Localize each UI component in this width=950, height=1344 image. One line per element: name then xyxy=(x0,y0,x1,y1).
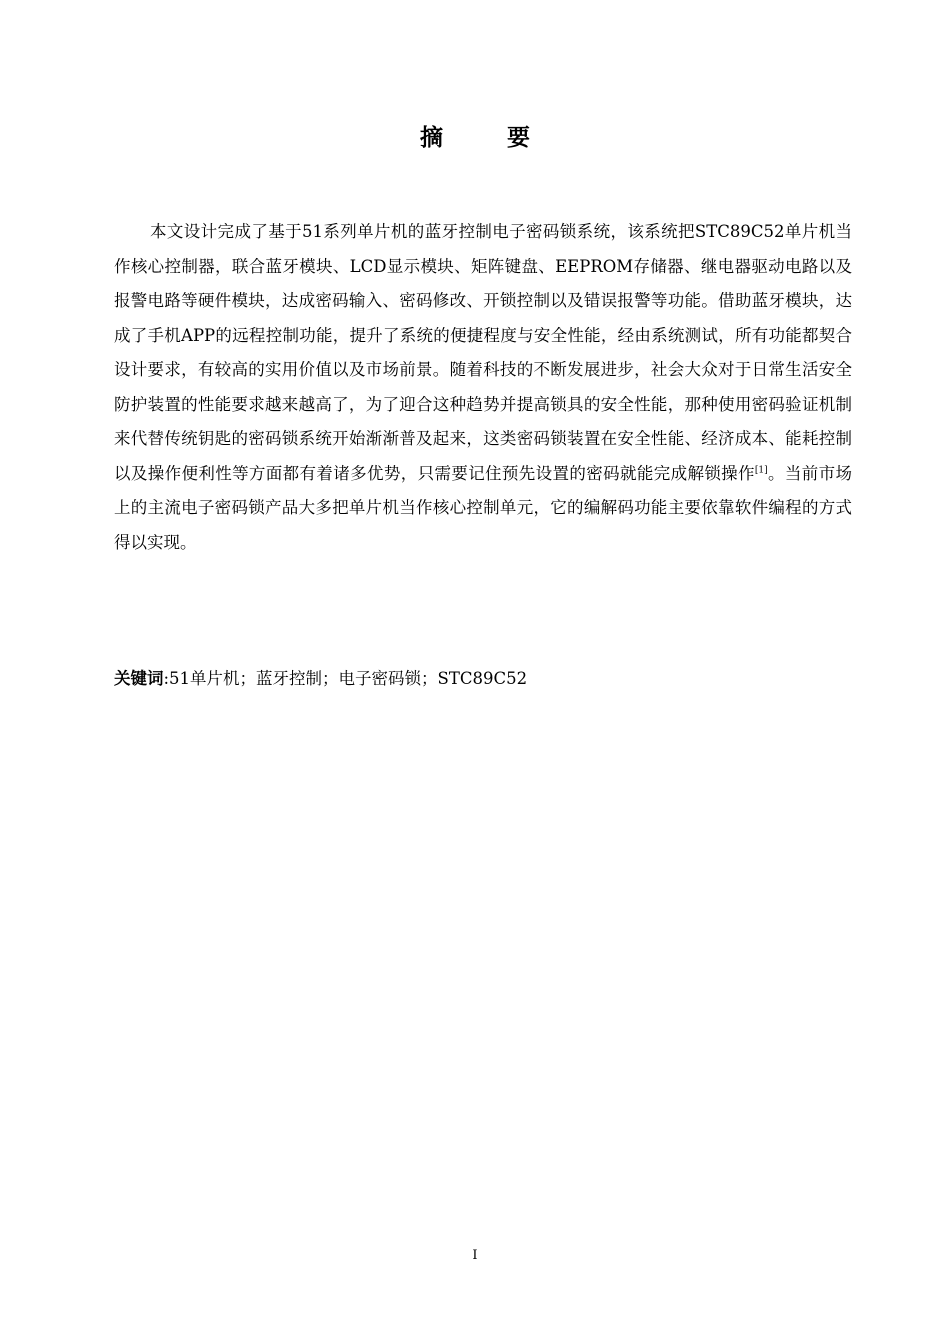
abstract-text-part1: 本文设计完成了基于51系列单片机的蓝牙控制电子密码锁系统，该系统把STC89C52单片机当作核心控制器，联合蓝牙模块、LCD显示模块、矩阵键盘、EEPROM存储器、继电器驱动电路以及报警电路等硬件模块，达成密码输入、密码修改、开锁控制以及错误报警等功能。借助蓝牙模块，达成了手机APP的远程控制功能，提升了系统的便捷程度与安全性能，经由系统测试，所有功能都契合设计要求，有较高的实用价值以及市场前景。随着科技的不断发展进步，社会大众对于日常生活安全防护装置的性能要求越来越高了，为了迎合这种趋势并提高锁具的安全性能，那种使用密码验证机制来代替传统钥匙的密码锁系统开始渐渐普及起来，这类密码锁装置在安全性能、经济成本、能耗控制以及操作便利性等方面都有着诸多优势，只需要记住预先设置的密码就能完成解锁操作 xyxy=(114,222,852,483)
abstract-paragraph xyxy=(114,215,852,560)
abstract-text-part2: 。当前市场上的主流电子密码锁产品大多把单片机当作核心控制单元，它的编解码功能主要依靠软件编程的方式得以实现。 xyxy=(114,463,853,552)
keywords-label: 关键词 xyxy=(114,669,164,688)
page-number: I xyxy=(472,1248,478,1263)
page-title: 摘 要 xyxy=(419,124,558,151)
keywords-text: :51单片机；蓝牙控制；电子密码锁；STC89C52 xyxy=(163,669,528,688)
keywords-line xyxy=(114,664,852,694)
citation-reference[interactable]: [1] xyxy=(754,465,768,475)
